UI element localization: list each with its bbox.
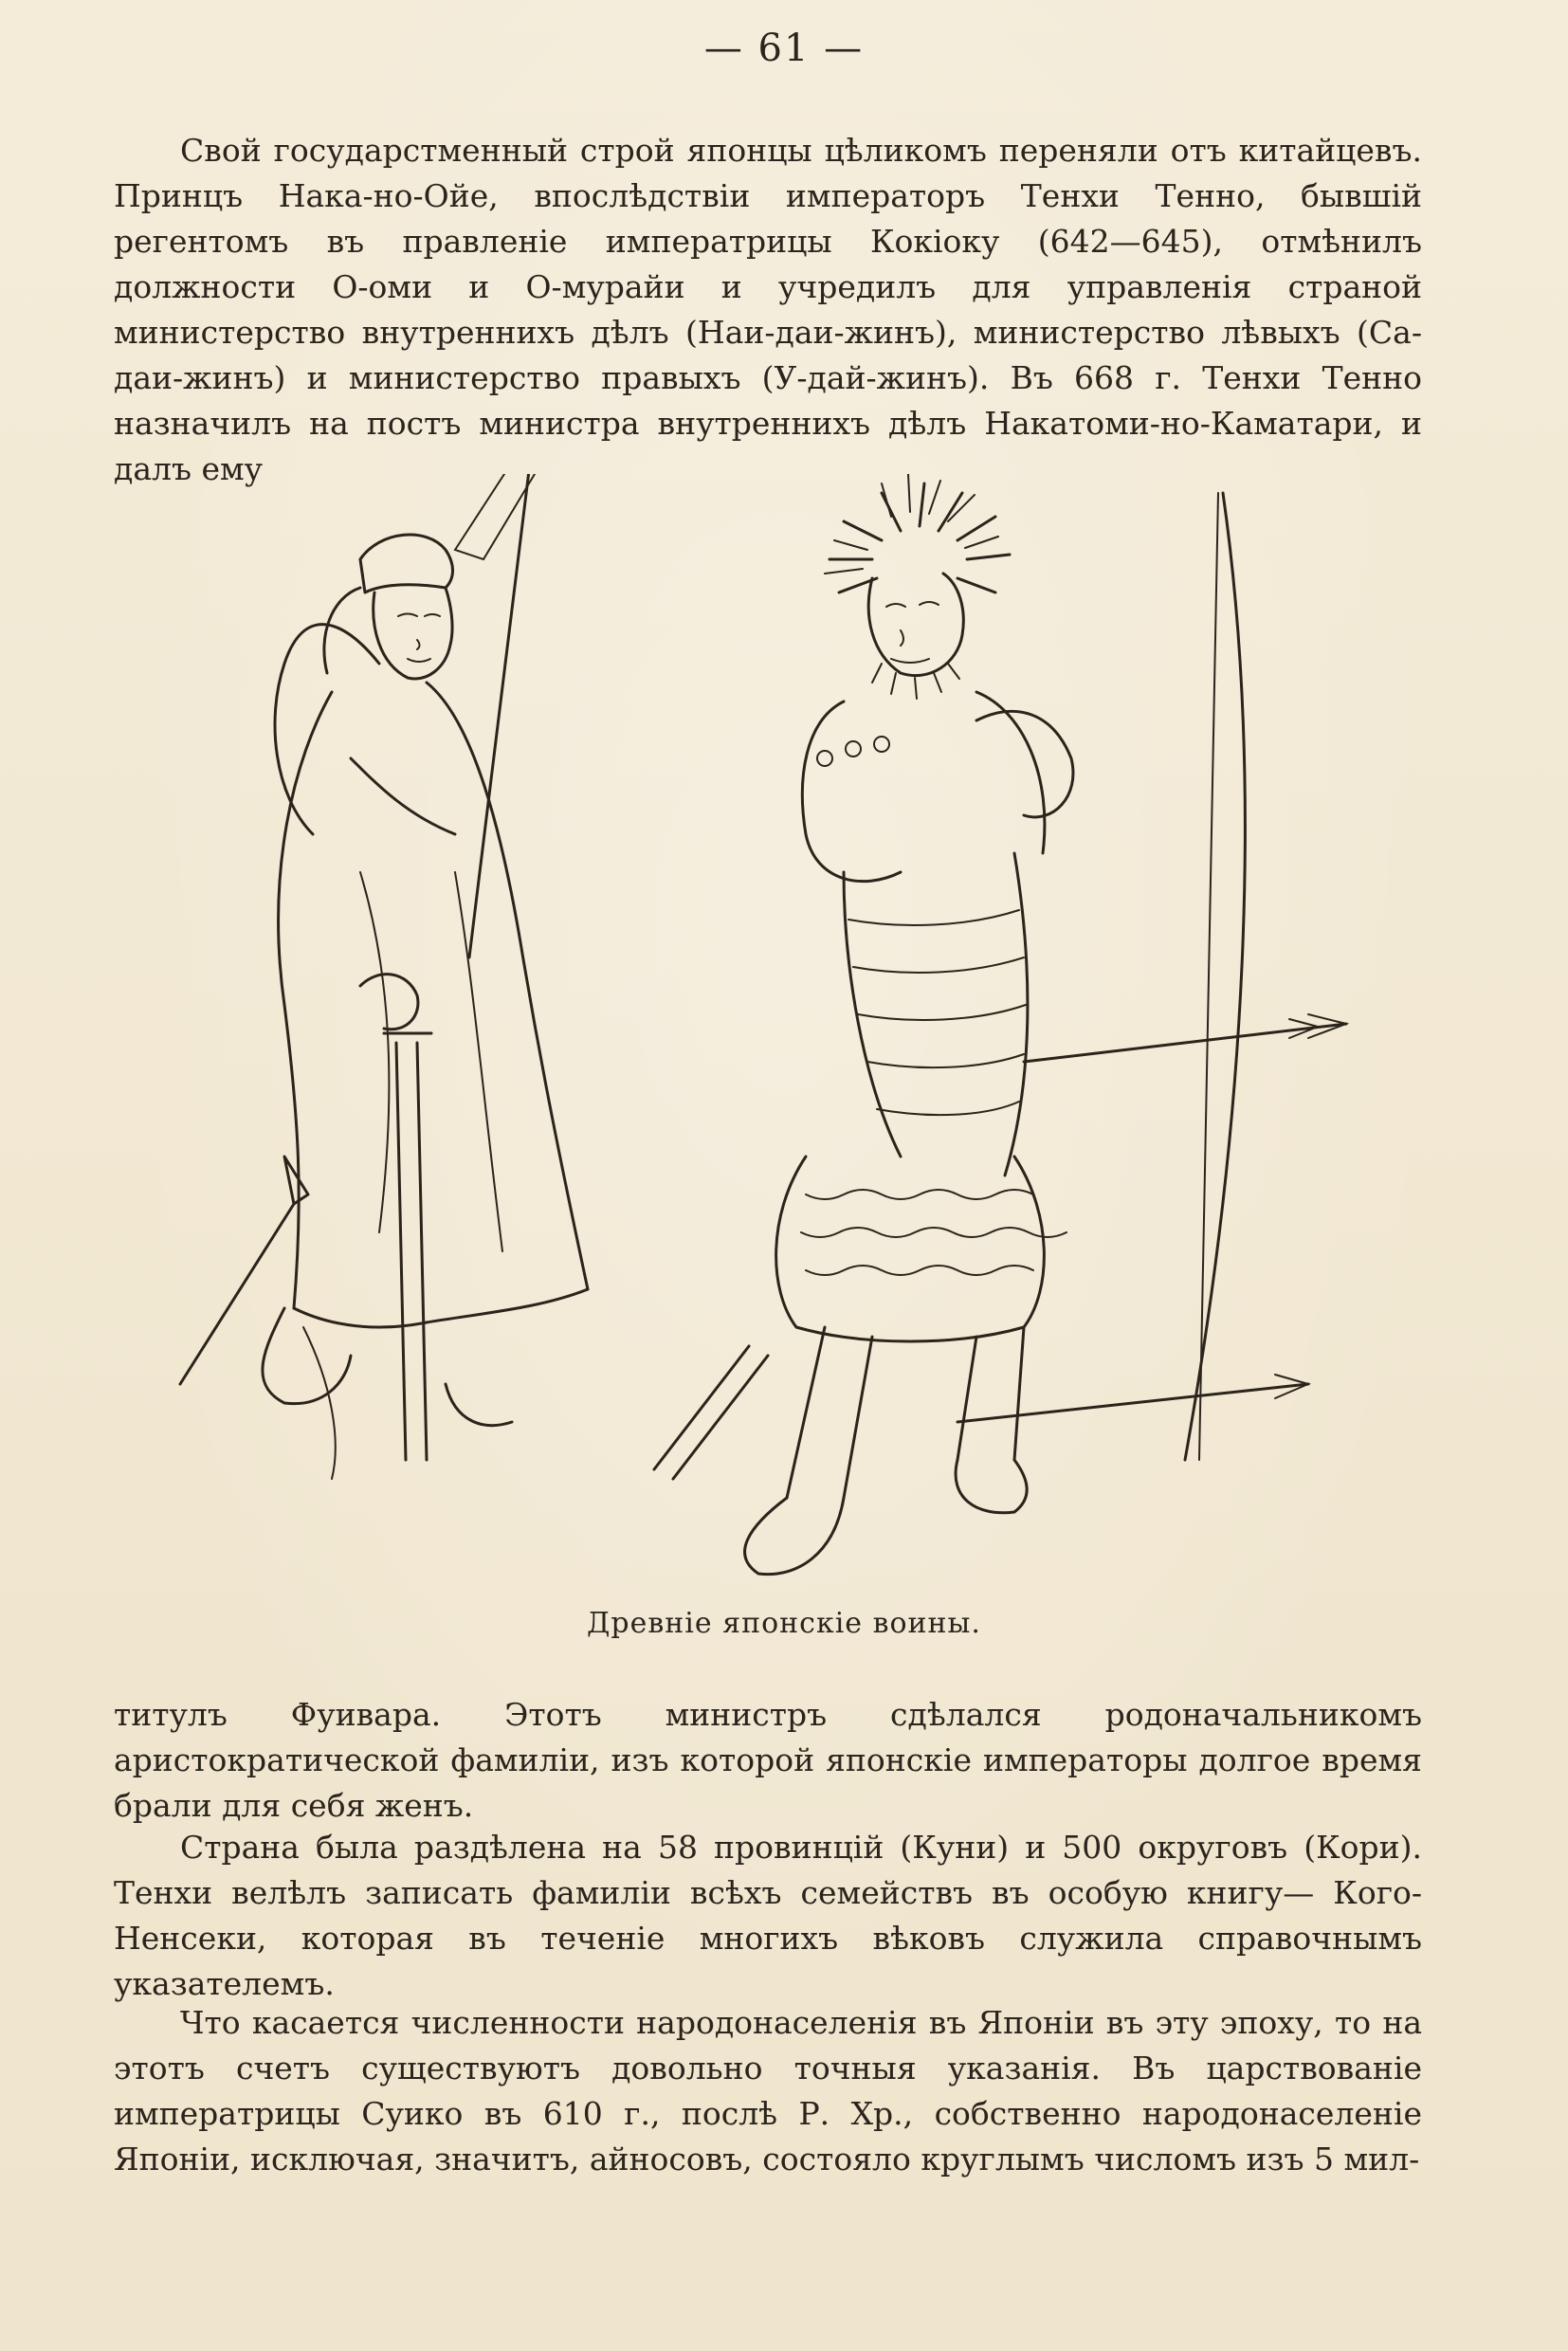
robed-warrior-figure [180,474,588,1479]
illustration-caption: Древніе японскіе воины. [587,1607,981,1640]
illustration-ancient-warriors [142,474,1403,1612]
paragraph-2: титулъ Фуивара. Этотъ министръ сдѣлался родоначальникомъ аристократической фамиліи, изъ которой японскіе императоры долгое время брали для себя женъ. [114,1696,1422,1824]
paragraph-4: Что касается численности народонаселенія въ Японіи въ эту эпоху, то на этотъ счетъ существуютъ довольно точныя указанія. Въ царствованіе императрицы Суико въ 610 г., послѣ Р. Хр., собственно народонаселеніе Японіи, исключая, значитъ, айносовъ, состояло круглымъ числомъ изъ 5 мил- [114,2004,1422,2178]
armored-archer-figure [654,474,1346,1575]
paragraph-3: Страна была раздѣлена на 58 провинцій (Куни) и 500 округовъ (Кори). Тенхи велѣлъ записать фамиліи всѣхъ семействъ въ особую книгу— Кого-Ненсеки, которая въ теченіе многихъ вѣковъ служила справочнымъ указателемъ. [114,1829,1422,2002]
paragraph-1: Свой государстменный строй японцы цѣликомъ переняли отъ китайцевъ. Принцъ Нака-но-Ойе, впослѣдствіи императоръ Тенхи Тенно, бывшій регентомъ въ правленіе императрицы Кокіоку (642—645), отмѣнилъ должности О-оми и О-мурайи и учредилъ для управленія страной министерство внутреннихъ дѣлъ (Наи-даи-жинъ), министерство лѣвыхъ (Са-даи-жинъ) и министерство правыхъ (У-дай-жинъ). Въ 668 г. Тенхи Тенно назначилъ на постъ министра внутреннихъ дѣлъ Накатоми-но-Каматари, и далъ ему [114,132,1422,487]
page-number: — 61 — [703,27,865,70]
